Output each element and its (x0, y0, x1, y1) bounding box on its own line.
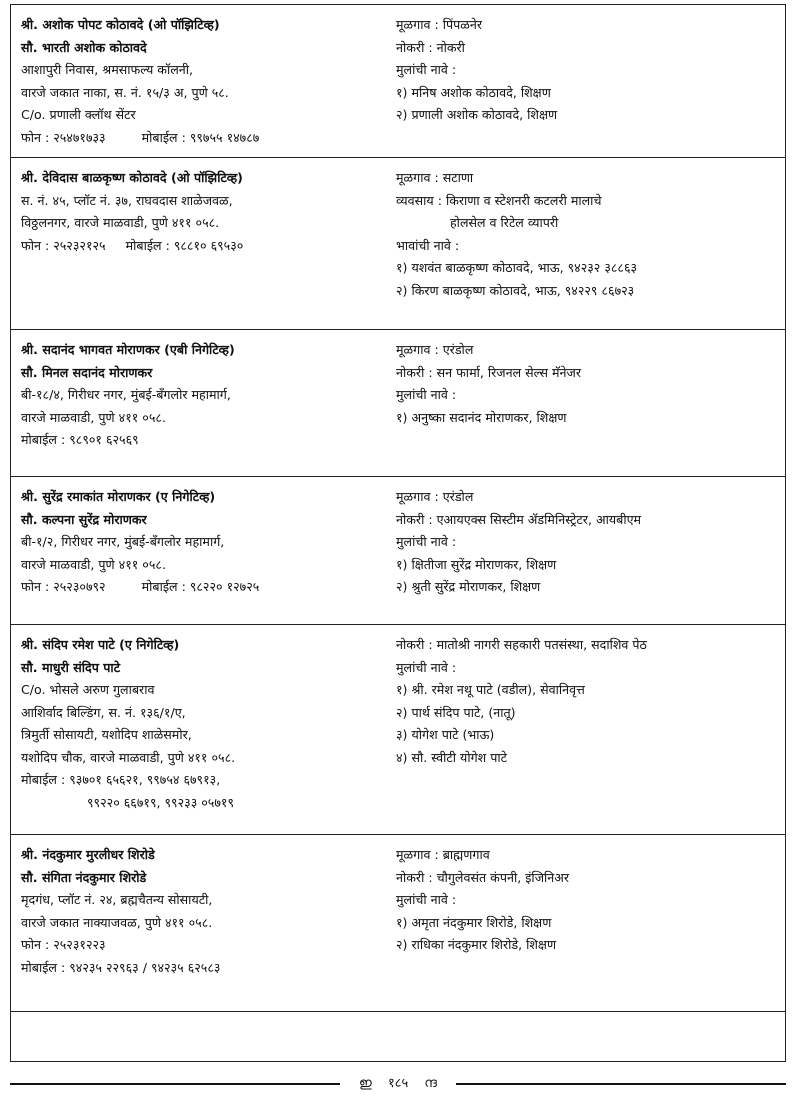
children-heading: मुलांची नावे : (396, 892, 457, 907)
sibling-line: १) यशवंत बाळकृष्ण कोठावदे, भाऊ, ९४२३२ ३८८६३ (396, 260, 638, 275)
ornament-right-icon: ന്ദ (418, 1076, 443, 1091)
directory-page (10, 4, 786, 1062)
occupation-line: नोकरी : एआयएक्स सिस्टीम ॲडमिनिस्ट्रेटर, आयबीएम (396, 511, 642, 527)
family-line: २) पार्थ संदिप पाटे, (नातू) (396, 704, 516, 720)
child-line: १) अमृता नंदकुमार शिरोडे, शिक्षण (396, 914, 552, 930)
occupation-line: नोकरी : मातोश्री नागरी सहकारी पतसंस्था, सदाशिव पेठ (396, 637, 647, 652)
family-line: ४) सौ. स्वीटी योगेश पाटे (396, 749, 508, 765)
native-place-line: मूळगाव : एरंडोल (396, 342, 474, 357)
children-heading: मुलांची नावे : (396, 534, 457, 549)
address-line: बी-१८/४, गिरीधर नगर, मुंबई-बँगलोर महामार्ग, (21, 387, 231, 402)
child-line: १) अनुष्का सदानंद मोराणकर, शिक्षण (396, 409, 567, 425)
name-line: श्री. सुरेंद्र रमाकांत मोराणकर (ए निगेटिव्ह) (21, 489, 216, 504)
mobile-text: मोबाईल : ९३७०१ ६५६२१, ९९७५४ ६७९१३, (21, 772, 221, 787)
record-moranakar-surendra (11, 477, 785, 625)
phone-text: फोन : २५२३१२२३ (21, 937, 106, 952)
address-line: बी-१/२, गिरीधर नगर, मुंबई-बँगलोर महामार्ग, (21, 534, 225, 549)
record-shirode-nandkumar (11, 835, 785, 1012)
contact-line (21, 576, 259, 599)
mobile-text: मोबाईल : ९९७५५ १४७८७ (141, 129, 260, 145)
native-place-line: मूळगाव : पिंपळनेर (396, 17, 482, 32)
address-line: मृदगंध, प्लॉट नं. २४, ब्रह्मचैतन्य सोसायटी, (21, 892, 213, 907)
sibling-line: २) किरण बाळकृष्ण कोठावदे, भाऊ, ९४२२९ ८६७२३ (396, 282, 635, 298)
contact-line (21, 127, 259, 150)
family-line: ३) योगेश पाटे (भाऊ) (396, 727, 495, 742)
phone-text: फोन : २५२३२१२५ (21, 237, 106, 253)
record-kothavade-ashok (11, 5, 785, 158)
phone-text: फोन : २५४७१७३३ (21, 129, 106, 145)
record-left-column (21, 14, 259, 149)
record-left-column (21, 844, 220, 979)
address-line: स. नं. ४५, प्लॉट नं. ३७, राघवदास शाळेजवळ, (21, 192, 233, 208)
child-line: १) मनिष अशोक कोठावदे, शिक्षण (396, 84, 551, 100)
name-line: श्री. नंदकुमार मुरलीधर शिरोडे (21, 847, 155, 862)
children-heading: मुलांची नावे : (396, 62, 457, 77)
record-right-column (396, 486, 641, 599)
business-line: व्यवसाय : किराणा व स्टेशनरी कटलरी मालाचे (396, 192, 602, 208)
record-moranakar-sadanand (11, 330, 785, 477)
spouse-line: सौ. माधुरी संदिप पाटे (21, 659, 121, 675)
siblings-heading: भावांची नावे : (396, 237, 460, 253)
page-number-text: १८५ (382, 1076, 414, 1091)
record-right-column (396, 634, 647, 769)
spouse-line: सौ. कल्पना सुरेंद्र मोराणकर (21, 511, 147, 527)
name-line: श्री. संदिप रमेश पाटे (ए निगेटिव्ह) (21, 637, 180, 652)
contact-line (21, 235, 243, 258)
record-left-column (21, 167, 243, 257)
native-place-line: मूळगाव : एरंडोल (396, 489, 474, 504)
address-line: C/o. प्रणाली क्लॉथ सेंटर (21, 107, 136, 122)
address-line: आशापुरी निवास, श्रमसाफल्य कॉलनी, (21, 62, 194, 77)
address-line: वारजे माळवाडी, पुणे ४११ ०५८. (21, 409, 166, 425)
empty-record-slot (11, 1012, 785, 1061)
name-line: श्री. देविदास बाळकृष्ण कोठावदे (ओ पॉझिटिव्ह) (21, 170, 243, 185)
address-line: वारजे जकात नाक्याजवळ, पुणे ४११ ०५८. (21, 914, 213, 930)
occupation-line: नोकरी : चौगुलेवसंत कंपनी, इंजिनिअर (396, 869, 570, 885)
record-right-column (396, 844, 569, 957)
record-left-column (21, 486, 259, 599)
native-place-line: मूळगाव : सटाणा (396, 170, 474, 185)
children-heading: मुलांची नावे : (396, 387, 457, 402)
child-line: १) क्षितीजा सुरेंद्र मोराणकर, शिक्षण (396, 556, 557, 572)
child-line: २) श्रुती सुरेंद्र मोराणकर, शिक्षण (396, 579, 541, 594)
child-line: २) राधिका नंदकुमार शिरोडे, शिक्षण (396, 937, 557, 952)
record-kothavade-devidas (11, 158, 785, 330)
occupation-line: नोकरी : सन फार्मा, रिजनल सेल्स मॅनेजर (396, 364, 582, 380)
mobile-text: मोबाईल : ९८९०१ ६२५६९ (21, 432, 139, 447)
address-line: विठ्ठलनगर, वारजे माळवाडी, पुणे ४११ ०५८. (21, 215, 220, 230)
mobile-text: मोबाईल : ९८२२० १२७२५ (141, 579, 260, 594)
address-line: आशिर्वाद बिल्डिंग, स. नं. १३६/१/ए, (21, 704, 186, 720)
mobile-text: मोबाईल : ९४२३५ २२९६३ / ९४२३५ ६२५८३ (21, 959, 221, 975)
native-place-line: मूळगाव : ब्राह्मणगाव (396, 847, 490, 862)
address-line: वारजे जकात नाका, स. नं. १५/३ अ, पुणे ५८. (21, 84, 229, 100)
spouse-line: सौ. भारती अशोक कोठावदे (21, 39, 147, 55)
children-heading: मुलांची नावे : (396, 659, 457, 675)
occupation-line: नोकरी : नोकरी (396, 39, 465, 55)
record-right-column (396, 167, 637, 302)
page-footer (10, 1072, 786, 1096)
page-number (10, 1072, 786, 1096)
address-line: C/o. भोसले अरुण गुलाबराव (21, 682, 155, 697)
record-right-column (396, 339, 581, 429)
address-line: त्रिमुर्ती सोसायटी, यशोदिप शाळेसमोर, (21, 727, 192, 742)
record-left-column (21, 339, 235, 452)
record-left-column (21, 634, 235, 814)
ornament-left-icon: ഇ (353, 1076, 378, 1091)
address-line: यशोदिप चौक, वारजे माळवाडी, पुणे ४११ ०५८. (21, 749, 236, 765)
address-line: वारजे माळवाडी, पुणे ४११ ०५८. (21, 556, 166, 572)
name-line: श्री. सदानंद भागवत मोराणकर (एबी निगेटिव्ह) (21, 342, 235, 357)
family-line: १) श्री. रमेश नथू पाटे (वडील), सेवानिवृत्त (396, 682, 585, 697)
phone-text: फोन : २५२३०७९२ (21, 579, 106, 594)
business-line-continued: होलसेल व रिटेल व्यापरी (450, 215, 559, 230)
child-line: २) प्रणाली अशोक कोठावदे, शिक्षण (396, 107, 558, 122)
mobile-text-continued: ९९२२० ६६७१९, ९९२३३ ०५७१९ (87, 794, 234, 810)
mobile-text: मोबाईल : ९८८१० ६९५३० (125, 237, 244, 253)
spouse-line: सौ. मिनल सदानंद मोराणकर (21, 364, 153, 380)
record-pate-sandip (11, 625, 785, 835)
record-right-column (396, 14, 557, 127)
spouse-line: सौ. संगिता नंदकुमार शिरोडे (21, 869, 147, 885)
name-line: श्री. अशोक पोपट कोठावदे (ओ पॉझिटिव्ह) (21, 17, 220, 32)
